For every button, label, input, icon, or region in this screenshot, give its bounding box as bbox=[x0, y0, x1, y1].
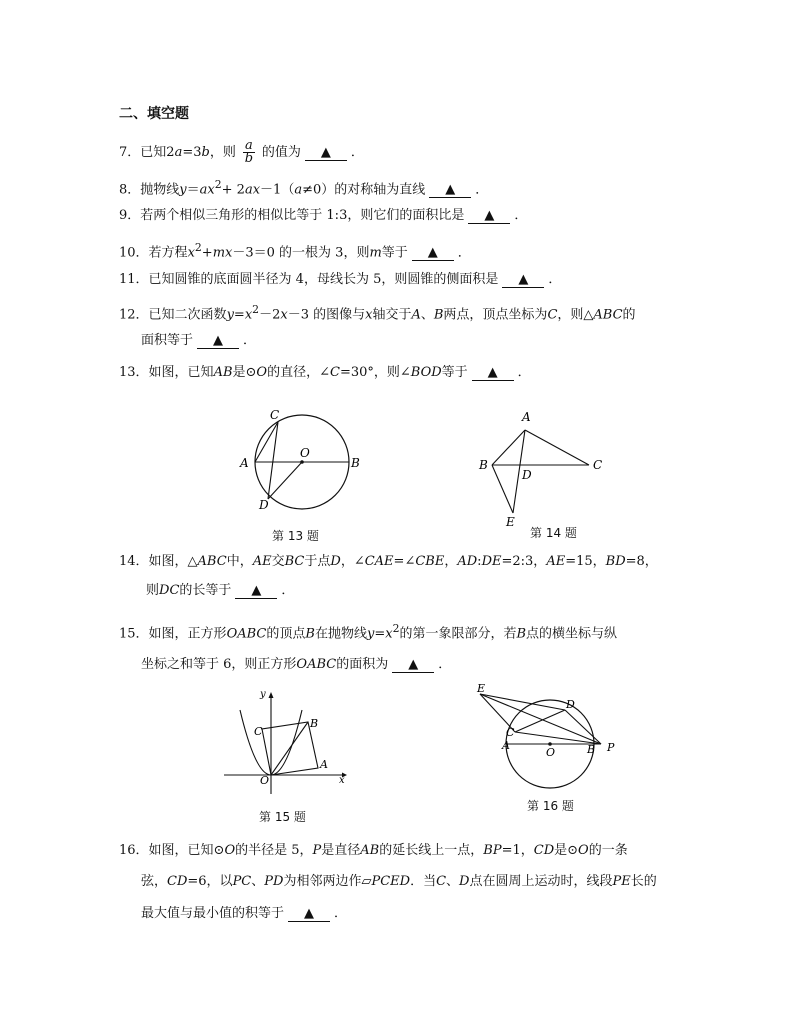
segment-cd bbox=[515, 710, 565, 732]
label-b: B bbox=[587, 743, 596, 756]
y-axis-arrow bbox=[269, 692, 274, 698]
label-y: y bbox=[260, 689, 266, 700]
figure-16 bbox=[470, 680, 620, 790]
question-15-line2: 坐标之和等于 6，则正方形OABC的面积为 ▲ ． bbox=[141, 657, 452, 672]
question-9: 9．若两个相似三角形的相似比等于 1:3，则它们的面积比是 ▲ ． bbox=[119, 208, 528, 223]
segment-be bbox=[492, 465, 513, 513]
answer-blank[interactable]: ▲ bbox=[412, 246, 454, 261]
question-14-line2: 则DC的长等于 ▲ ． bbox=[146, 583, 295, 598]
figure-13-caption: 第 13 题 bbox=[272, 529, 319, 543]
segment-ac bbox=[525, 430, 589, 465]
label-c: C bbox=[593, 458, 603, 472]
label-e: E bbox=[506, 515, 515, 529]
question-12: 12．已知二次函数$y=x^2-2x-3$ 的图像与x轴交于A、B两点，顶点坐标为C，则△ABC的 bbox=[119, 303, 636, 323]
label-a: A bbox=[502, 739, 510, 752]
segment-cd bbox=[268, 422, 278, 499]
label-e: E bbox=[477, 682, 486, 695]
label-o: O bbox=[260, 774, 270, 787]
figure-14-caption: 第 14 题 bbox=[530, 526, 577, 540]
label-o: O bbox=[300, 446, 310, 460]
answer-blank[interactable]: ▲ bbox=[305, 146, 347, 161]
label-b: B bbox=[351, 456, 360, 470]
answer-blank[interactable]: ▲ bbox=[502, 273, 544, 288]
question-12-line2: 面积等于 ▲ ． bbox=[141, 333, 257, 348]
question-10: 10．若方程$x^2+mx-3=0$ 的一根为 3，则m等于 ▲ ． bbox=[119, 241, 471, 261]
label-c: C bbox=[506, 726, 515, 739]
question-11: 11．已知圆锥的底面圆半径为 4，母线长为 5，则圆锥的侧面积是 ▲ ． bbox=[119, 272, 562, 287]
label-d: D bbox=[566, 698, 575, 711]
question-13: 13．如图，已知AB是⊙O的直径，∠C=30°，则∠BOD等于 ▲ ． bbox=[119, 365, 531, 380]
figure-16-caption: 第 16 题 bbox=[527, 799, 574, 813]
answer-blank[interactable]: ▲ bbox=[468, 209, 510, 224]
answer-blank[interactable]: ▲ bbox=[472, 366, 514, 381]
figure-15-caption: 第 15 题 bbox=[259, 810, 306, 824]
label-c: C bbox=[254, 725, 263, 738]
figure-15 bbox=[220, 688, 350, 800]
fraction-a-over-b: $\frac{a}{b}$ bbox=[244, 138, 254, 166]
label-a: A bbox=[522, 410, 531, 424]
answer-blank[interactable]: ▲ bbox=[288, 907, 330, 922]
label-b: B bbox=[310, 717, 319, 730]
figure-13 bbox=[230, 402, 370, 522]
label-a: A bbox=[240, 456, 249, 470]
answer-blank[interactable]: ▲ bbox=[429, 183, 471, 198]
figure-14 bbox=[475, 406, 610, 531]
answer-blank[interactable]: ▲ bbox=[392, 658, 434, 673]
label-x: x bbox=[339, 775, 345, 786]
label-d: D bbox=[259, 498, 269, 512]
section-title: 二、填空题 bbox=[119, 106, 189, 122]
question-16: 16．如图，已知⊙O的半径是 5，P是直径AB的延长线上一点，BP=1，CD是⊙O的一条 bbox=[119, 843, 628, 858]
diagonal-ob bbox=[271, 722, 308, 775]
question-15: 15．如图，正方形OABC的顶点B在抛物线$y=x^2$的第一象限部分，若B点的横坐标与纵 bbox=[119, 622, 618, 642]
question-8: 8．抛物线$y=ax^2+ 2ax-1(a\ne 0)$的对称轴为直线 ▲ ． bbox=[119, 178, 489, 198]
question-16-line3: 最大值与最小值的积等于 ▲ ． bbox=[141, 906, 348, 921]
question-16-line2: 弦，CD=6，以PC、PD为相邻两边作▱PCED．当C、D点在圆周上运动时，线段PE长的 bbox=[141, 874, 657, 889]
answer-blank[interactable]: ▲ bbox=[235, 584, 277, 599]
label-d: D bbox=[522, 468, 532, 482]
label-o: O bbox=[546, 746, 556, 759]
center-point bbox=[300, 460, 304, 464]
answer-blank[interactable]: ▲ bbox=[197, 334, 239, 349]
label-c: C bbox=[270, 408, 280, 422]
segment-ca bbox=[255, 422, 278, 462]
label-b: B bbox=[479, 458, 488, 472]
segment-do bbox=[268, 462, 302, 499]
label-p: P bbox=[607, 741, 615, 754]
label-a: A bbox=[320, 758, 328, 771]
question-7: 7．已知2a=3b，则 $\frac{a}{b}$ 的值为 ▲ ． bbox=[119, 138, 364, 166]
question-14: 14．如图，△ABC中，AE交BC于点D，∠CAE=∠CBE，AD:DE=2:3，AE=15，BD=8， bbox=[119, 554, 658, 569]
segment-ab bbox=[492, 430, 525, 465]
